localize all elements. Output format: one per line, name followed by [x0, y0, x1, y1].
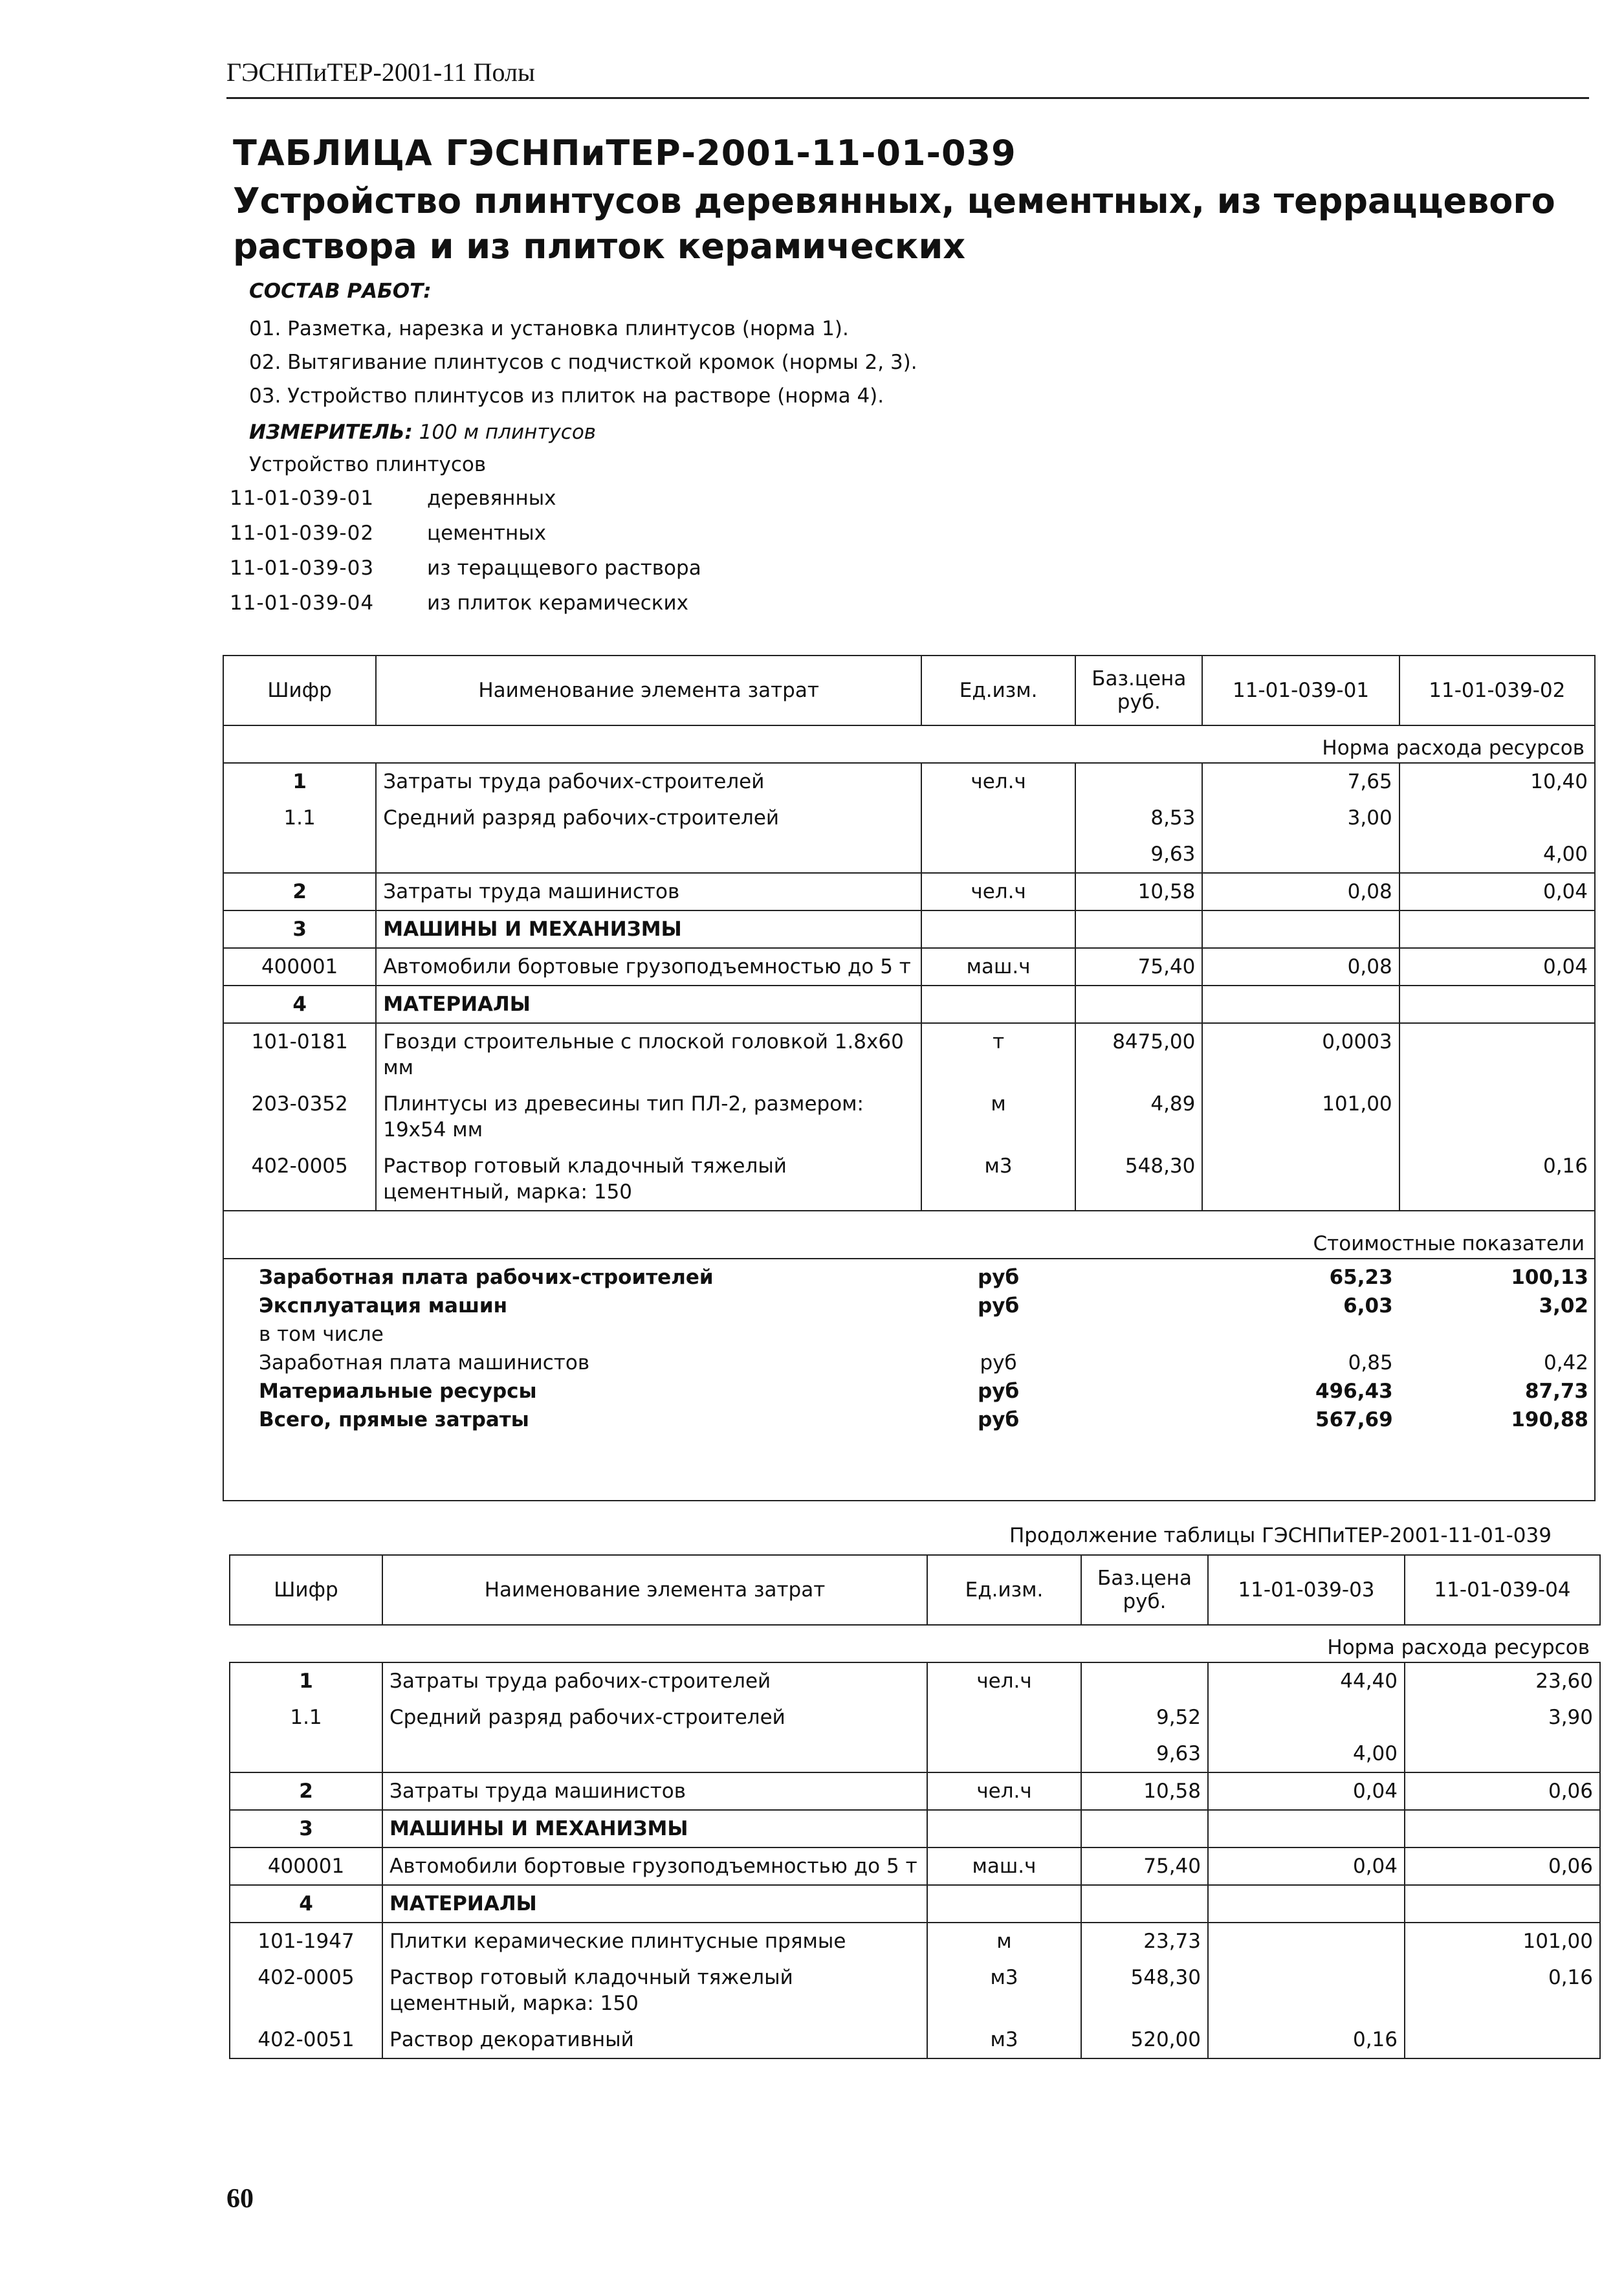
row-value-1: [1202, 836, 1399, 873]
row-name: Раствор готовый кладочный тяжелый цементный, марка: 150: [382, 1959, 927, 2022]
row-value-2: [1399, 800, 1595, 836]
row-unit: чел.ч: [927, 1772, 1081, 1810]
row-name: [376, 836, 921, 873]
row-value-1: 101,00: [1202, 1086, 1399, 1148]
row-code: 4: [223, 986, 376, 1023]
row-value-1: 0,04: [1208, 1847, 1405, 1885]
row-name: Автомобили бортовые грузоподъемностью до 5 т: [382, 1847, 927, 1885]
row-unit: [927, 1810, 1081, 1847]
table-title: ТАБЛИЦА ГЭСНПиТЕР-2001-11-01-039: [233, 133, 1016, 173]
summary-row: [223, 1377, 1595, 1406]
row-price: [1075, 763, 1202, 800]
summary-unit: руб: [978, 1408, 1020, 1431]
row-name: Автомобили бортовые грузоподъемностью до 5 т: [376, 948, 921, 986]
table-row: [223, 1086, 1595, 1148]
row-value-2: 0,06: [1405, 1772, 1600, 1810]
row-code: [223, 836, 376, 873]
row-price: [1075, 910, 1202, 948]
row-value-2: 101,00: [1405, 1923, 1600, 1959]
summary-value-2: [1399, 1320, 1595, 1349]
summary-value-1: 65,23: [1329, 1266, 1393, 1289]
row-value-2: 23,60: [1405, 1662, 1600, 1699]
variant-name: деревянных: [427, 487, 556, 510]
summary-unit: [921, 1320, 1075, 1349]
summary-row: [223, 1349, 1595, 1377]
row-code: 1.1: [230, 1699, 382, 1736]
row-price: 520,00: [1081, 2022, 1208, 2058]
row-unit: [927, 1885, 1081, 1923]
row-value-1: [1208, 1923, 1405, 1959]
summary-value-1: 567,69: [1315, 1408, 1393, 1431]
row-value-2: [1399, 1023, 1595, 1086]
row-unit: маш.ч: [927, 1847, 1081, 1885]
row-value-1: 7,65: [1202, 763, 1399, 800]
row-code: 203-0352: [223, 1086, 376, 1148]
summary-row: [223, 1320, 1595, 1349]
measure-line: [249, 421, 596, 444]
summary-label: Заработная плата рабочих-строителей: [259, 1266, 714, 1289]
summary-row: [223, 1292, 1595, 1320]
row-price: 23,73: [1081, 1923, 1208, 1959]
row-price: [1081, 1810, 1208, 1847]
summary-value-1: [1202, 1320, 1399, 1349]
row-value-1: [1208, 1959, 1405, 2022]
header-rule: [226, 97, 1589, 99]
work-item: 01. Разметка, нарезка и установка плинтусов (норма 1).: [249, 317, 849, 340]
summary-row: [223, 1406, 1595, 1437]
norm-section-label: Норма расхода ресурсов: [230, 1625, 1600, 1662]
row-name: Затраты труда машинистов: [376, 873, 921, 910]
summary-unit: руб: [978, 1294, 1020, 1318]
resource-table-2: [229, 1554, 1601, 2059]
header-col2: 11-01-039-04: [1405, 1555, 1600, 1625]
table-row: [230, 1923, 1600, 1959]
variant-code: 11-01-039-03: [230, 557, 375, 580]
row-price: 8475,00: [1075, 1023, 1202, 1086]
row-code: 1: [223, 763, 376, 800]
row-unit: [921, 986, 1075, 1023]
summary-label: Заработная плата машинистов: [259, 1351, 590, 1374]
row-unit: м3: [927, 2022, 1081, 2058]
variant-name: из плиток керамических: [427, 591, 688, 615]
summary-label: Всего, прямые затраты: [259, 1408, 529, 1431]
summary-value-2: 3,02: [1539, 1294, 1588, 1318]
row-code: 4: [230, 1885, 382, 1923]
row-code: 402-0005: [230, 1959, 382, 2022]
row-value-2: [1405, 1885, 1600, 1923]
table-row: [230, 1885, 1600, 1923]
work-item: 03. Устройство плинтусов из плиток на растворе (норма 4).: [249, 384, 884, 408]
table-row: [223, 836, 1595, 873]
row-name: Затраты труда машинистов: [382, 1772, 927, 1810]
table-row: [223, 873, 1595, 910]
row-name: [382, 1736, 927, 1772]
row-value-2: [1399, 1086, 1595, 1148]
summary-value-1: 0,85: [1348, 1351, 1393, 1374]
row-name: МАТЕРИАЛЫ: [382, 1885, 927, 1923]
row-value-2: 0,16: [1405, 1959, 1600, 2022]
running-header: ГЭСНПиТЕР-2001-11 Полы: [226, 58, 535, 87]
row-value-2: [1399, 910, 1595, 948]
header-col1: 11-01-039-03: [1208, 1555, 1405, 1625]
summary-value-2: 100,13: [1511, 1266, 1588, 1289]
header-price: Баз.цена руб.: [1075, 656, 1202, 725]
row-price: 10,58: [1081, 1772, 1208, 1810]
summary-label: в том числе: [259, 1323, 384, 1346]
row-unit: [921, 800, 1075, 836]
row-name: Раствор декоративный: [382, 2022, 927, 2058]
row-value-2: [1405, 2022, 1600, 2058]
variant-name: цементных: [427, 522, 547, 545]
table-row: [230, 1699, 1600, 1736]
row-value-2: 0,04: [1399, 873, 1595, 910]
row-unit: м: [927, 1923, 1081, 1959]
table-row: [230, 1959, 1600, 2022]
row-code: 101-1947: [230, 1923, 382, 1959]
summary-unit: руб: [980, 1351, 1017, 1374]
table-row: [230, 1736, 1600, 1772]
row-value-1: 0,08: [1202, 873, 1399, 910]
summary-unit: руб: [978, 1266, 1020, 1289]
variant-name: из терацщевого раствора: [427, 557, 701, 580]
row-value-2: 10,40: [1399, 763, 1595, 800]
row-price: 8,53: [1075, 800, 1202, 836]
continuation-label: Продолжение таблицы ГЭСНПиТЕР-2001-11-01-039: [1009, 1524, 1552, 1547]
row-unit: м3: [927, 1959, 1081, 2022]
row-code: 2: [230, 1772, 382, 1810]
table-row: [230, 1772, 1600, 1810]
row-value-2: 0,16: [1399, 1148, 1595, 1211]
variant-code: 11-01-039-02: [230, 522, 375, 545]
row-value-2: 0,06: [1405, 1847, 1600, 1885]
row-code: 400001: [223, 948, 376, 986]
row-unit: [921, 910, 1075, 948]
row-name: Затраты труда рабочих-строителей: [376, 763, 921, 800]
page-number: 60: [226, 2184, 254, 2214]
row-price: 9,63: [1081, 1736, 1208, 1772]
row-price: 9,63: [1075, 836, 1202, 873]
variants-heading: Устройство плинтусов: [249, 453, 487, 476]
header-name: Наименование элемента затрат: [382, 1555, 927, 1625]
summary-value-1: 6,03: [1343, 1294, 1393, 1318]
resource-table-1: [223, 655, 1596, 1437]
header-unit: Ед.изм.: [927, 1555, 1081, 1625]
row-value-2: [1405, 1736, 1600, 1772]
table-row: [223, 763, 1595, 800]
row-price: [1081, 1885, 1208, 1923]
variant-code: 11-01-039-01: [230, 487, 375, 510]
row-value-2: 3,90: [1405, 1699, 1600, 1736]
row-name: Гвозди строительные с плоской головкой 1.8х60 мм: [376, 1023, 921, 1086]
row-code: [230, 1736, 382, 1772]
measure-value: 100 м плинтусов: [419, 421, 597, 444]
row-unit: м3: [921, 1148, 1075, 1211]
row-unit: [927, 1699, 1081, 1736]
row-name: МАШИНЫ И МЕХАНИЗМЫ: [382, 1810, 927, 1847]
row-price: 75,40: [1081, 1847, 1208, 1885]
work-composition-heading: СОСТАВ РАБОТ:: [249, 280, 432, 303]
summary-value-2: 87,73: [1524, 1380, 1588, 1403]
row-value-1: 0,04: [1208, 1772, 1405, 1810]
row-value-1: 0,16: [1208, 2022, 1405, 2058]
row-code: 1: [230, 1662, 382, 1699]
row-unit: м: [921, 1086, 1075, 1148]
row-value-1: [1208, 1810, 1405, 1847]
row-value-2: 4,00: [1399, 836, 1595, 873]
header-name: Наименование элемента затрат: [376, 656, 921, 725]
table-subtitle: Устройство плинтусов деревянных, цементных, из терраццевого раствора и из плиток керамических: [233, 181, 1555, 267]
row-value-1: [1202, 1148, 1399, 1211]
row-price: [1081, 1662, 1208, 1699]
row-value-2: [1405, 1810, 1600, 1847]
row-price: 75,40: [1075, 948, 1202, 986]
row-unit: чел.ч: [921, 873, 1075, 910]
summary-value-1: 496,43: [1315, 1380, 1393, 1403]
row-unit: чел.ч: [927, 1662, 1081, 1699]
row-value-1: 4,00: [1208, 1736, 1405, 1772]
row-name: Плинтусы из древесины тип ПЛ-2, размером: 19х54 мм: [376, 1086, 921, 1148]
table-row: [230, 1847, 1600, 1885]
measure-label: ИЗМЕРИТЕЛЬ:: [249, 421, 413, 444]
header-col1: 11-01-039-01: [1202, 656, 1399, 725]
row-code: 2: [223, 873, 376, 910]
row-unit: чел.ч: [921, 763, 1075, 800]
row-name: МАШИНЫ И МЕХАНИЗМЫ: [376, 910, 921, 948]
row-price: [1075, 986, 1202, 1023]
summary-value-2: 0,42: [1543, 1351, 1588, 1374]
row-unit: т: [921, 1023, 1075, 1086]
row-unit: [921, 836, 1075, 873]
table-row: [223, 986, 1595, 1023]
row-code: 101-0181: [223, 1023, 376, 1086]
row-value-1: 0,0003: [1202, 1023, 1399, 1086]
row-value-1: [1202, 910, 1399, 948]
row-code: 1.1: [223, 800, 376, 836]
row-code: 402-0051: [230, 2022, 382, 2058]
row-code: 400001: [230, 1847, 382, 1885]
table-row: [223, 800, 1595, 836]
header-code: Шифр: [230, 1555, 382, 1625]
table-row: [223, 910, 1595, 948]
summary-label: Эксплуатация машин: [259, 1294, 508, 1318]
work-item: 02. Вытягивание плинтусов с подчисткой кромок (нормы 2, 3).: [249, 351, 917, 374]
cost-section-label: Стоимостные показатели: [223, 1211, 1595, 1259]
row-name: Раствор готовый кладочный тяжелый цементный, марка: 150: [376, 1148, 921, 1211]
header-price: Баз.цена руб.: [1081, 1555, 1208, 1625]
header-unit: Ед.изм.: [921, 656, 1075, 725]
table-row: [223, 948, 1595, 986]
row-value-1: [1202, 986, 1399, 1023]
table-row: [230, 1662, 1600, 1699]
row-name: Затраты труда рабочих-строителей: [382, 1662, 927, 1699]
norm-section-label: Норма расхода ресурсов: [223, 725, 1595, 763]
row-value-1: 0,08: [1202, 948, 1399, 986]
row-value-1: 3,00: [1202, 800, 1399, 836]
table-row: [230, 2022, 1600, 2058]
row-value-1: [1208, 1885, 1405, 1923]
header-code: Шифр: [223, 656, 376, 725]
row-name: МАТЕРИАЛЫ: [376, 986, 921, 1023]
row-price: 4,89: [1075, 1086, 1202, 1148]
row-unit: [927, 1736, 1081, 1772]
variant-code: 11-01-039-04: [230, 591, 375, 615]
table-row: [230, 1810, 1600, 1847]
summary-unit: руб: [978, 1380, 1020, 1403]
row-value-2: 0,04: [1399, 948, 1595, 986]
row-code: 402-0005: [223, 1148, 376, 1211]
row-value-2: [1399, 986, 1595, 1023]
summary-row: [223, 1259, 1595, 1292]
row-price: 9,52: [1081, 1699, 1208, 1736]
row-name: Средний разряд рабочих-строителей: [376, 800, 921, 836]
table-row: [223, 1148, 1595, 1211]
table-row: [223, 1023, 1595, 1086]
row-price: 548,30: [1075, 1148, 1202, 1211]
summary-value-2: 190,88: [1511, 1408, 1588, 1431]
row-name: Средний разряд рабочих-строителей: [382, 1699, 927, 1736]
header-col2: 11-01-039-02: [1399, 656, 1595, 725]
summary-label: Материальные ресурсы: [259, 1380, 537, 1403]
row-value-1: [1208, 1699, 1405, 1736]
row-price: 548,30: [1081, 1959, 1208, 2022]
row-price: 10,58: [1075, 873, 1202, 910]
row-code: 3: [230, 1810, 382, 1847]
row-unit: маш.ч: [921, 948, 1075, 986]
row-value-1: 44,40: [1208, 1662, 1405, 1699]
row-code: 3: [223, 910, 376, 948]
row-name: Плитки керамические плинтусные прямые: [382, 1923, 927, 1959]
